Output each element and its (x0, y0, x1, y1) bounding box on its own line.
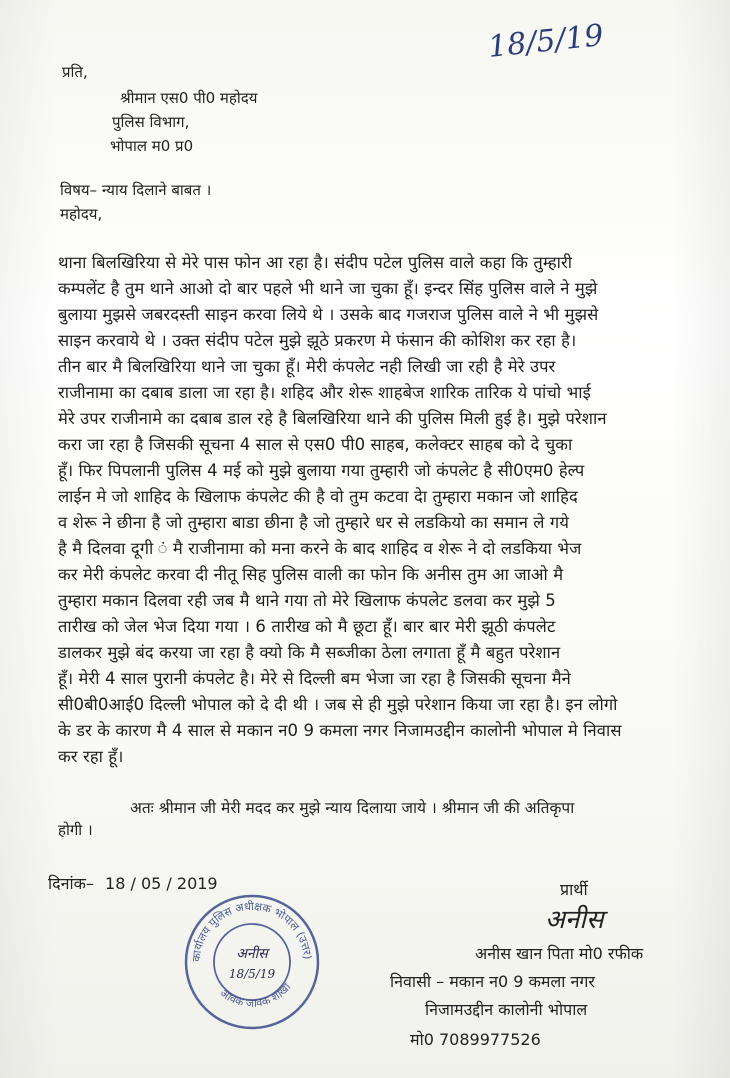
body-line: व शेरू ने छीना है जो तुम्हारा बाडा छीना है जो तुम्हारे धर से लडकियो का समान ले गये (58, 513, 569, 532)
body-line: के डर के कारण मै 4 साल से मकान न0 9 कमला नगर निजामउद्दीन कालोनी भोपाल मे निवास (58, 721, 622, 740)
signature: अनीस (545, 905, 604, 935)
body-line: हूँ। मेरी 4 साल पुरानी कंपलेट है। मेरे से दिल्ली बम भेजा जा रहा है जिसकी सूचना मैने (58, 669, 571, 688)
body-line: करा जा रहा है जिसकी सूचना 4 साल से एस0 पी0 साहब, कलेक्टर साहब को दे चुका (58, 435, 573, 454)
body-line: डालकर मुझे बंद करया जा रहा है क्यो कि मै सब्जीका ठेला लगाता हूँ मै बहुत परेशान (58, 643, 561, 662)
stamp-initials: अनीस (236, 946, 268, 962)
subject-line: विषय– न्याय दिलाने बाबत । (60, 181, 212, 199)
stamp-lower-text: आवक जावक शाखा (217, 980, 294, 1010)
body-line: राजीनामा का दबाब डाला जा रहा है। शहिद और शेरू शाहबेज शारिक तारिक ये पांचो भाई (58, 383, 591, 402)
closing-line-1: अतः श्रीमान जी मेरी मदद कर मुझे न्याय दिलाया जाये । श्रीमान जी की अतिकृपा (130, 799, 575, 817)
date-value: 18 / 05 / 2019 (105, 874, 218, 893)
body-line: है मै दिलवा दूगी ं मै राजीनामा को मना करने के बाद शाहिद व शेरू ने दो लडकिया भेज (58, 539, 582, 558)
body-line: थाना बिलखिरिया से मेरे पास फोन आ रहा है। संदीप पटेल पुलिस वाले कहा कि तुम्हारी (58, 253, 573, 272)
sender-mobile: मो0 7089977526 (410, 1030, 541, 1049)
body-line: तीन बार मै बिलखिरिया थाने जा चुका हूँ। मेरी कंपलेट नही लिखी जा रही है मेरे उपर (58, 357, 556, 376)
body-line: कर रहा हूँ। (58, 747, 124, 766)
body-line: बुलाया मुझसे जबरदस्ती साइन करवा लिये थे । उसके बाद गजराज पुलिस वाले ने भी मुझसे (58, 305, 599, 324)
stamp-outer-text: कार्यालय पुलिस अधीक्षक भोपाल (उत्तर) (189, 899, 314, 963)
body-line: लाईन मे जो शाहिद के खिलाफ कंपलेट की है वो तुम कटवा देा तुम्हारा मकान जो शाहिद (58, 487, 578, 506)
handwritten-date: 18/5/19 (486, 18, 606, 65)
body-line: तुम्हारा मकान दिलवा रही जब मै थाने गया तो मेरे खिलाफ कंपलेट डलवा कर मुझे 5 (58, 591, 556, 610)
sender-name: अनीस खान पिता मो0 रफीक (475, 944, 644, 963)
recipient-to: प्रति, (62, 63, 88, 81)
applicant-label: प्रार्थी (560, 880, 588, 899)
body-line: साइन करवाये थे । उक्त संदीप पटेल मुझे झूठे प्रकरण मे फंसान की कोशिश कर रहा है। (58, 331, 577, 350)
body-line: तारीख को जेल भेज दिया गया । 6 तारीख को मै छूटा हूँ। बार बार मेरी झूठी कंपलेट (58, 617, 556, 636)
body-line: कर मेरी कंपलेट करवा दी नीतू सिह पुलिस वाली का फोन कि अनीस तुम आ जाओ मै (58, 565, 564, 584)
recipient-line-2: पुलिस विभाग, (112, 113, 190, 131)
salutation: महोदय, (60, 205, 103, 223)
recipient-line-3: भोपाल म0 प्र0 (110, 137, 194, 155)
body-line: सी0बी0आई0 दिल्ली भोपाल को दे दी थी । जब से ही मुझे परेशान किया जा रहा है। इन लोगो (58, 695, 618, 714)
stamp-date: 18/5/19 (228, 967, 276, 981)
body-line: हूँ। फिर पिपलानी पुलिस 4 मई को मुझे बुलाया गया तुम्हारी जो कंपलेट है सी0एम0 हेल्प (58, 461, 585, 480)
date-label: दिनांक– (48, 874, 94, 893)
body-line: मेरे उपर राजीनामे का दबाब डाल रहे है बिलखिरिया थाने की पुलिस मिली हुई है। मुझे परेशान (58, 409, 607, 428)
sender-address-1: निवासी – मकान न0 9 कमला नगर (390, 972, 595, 991)
recipient-line-1: श्रीमान एस0 पी0 महोदय (120, 89, 258, 107)
letter-date (48, 872, 218, 894)
sender-address-2: निजामउद्दीन कालोनी भोपाल (425, 1000, 588, 1019)
closing-line-2: होगी । (58, 821, 93, 839)
office-stamp (182, 892, 322, 1032)
body-line: कम्पलेंट है तुम थाने आओ दो बार पहले भी थाने जा चुका हूँ। इन्दर सिंह पुलिस वाले ने मुझे (58, 279, 598, 298)
